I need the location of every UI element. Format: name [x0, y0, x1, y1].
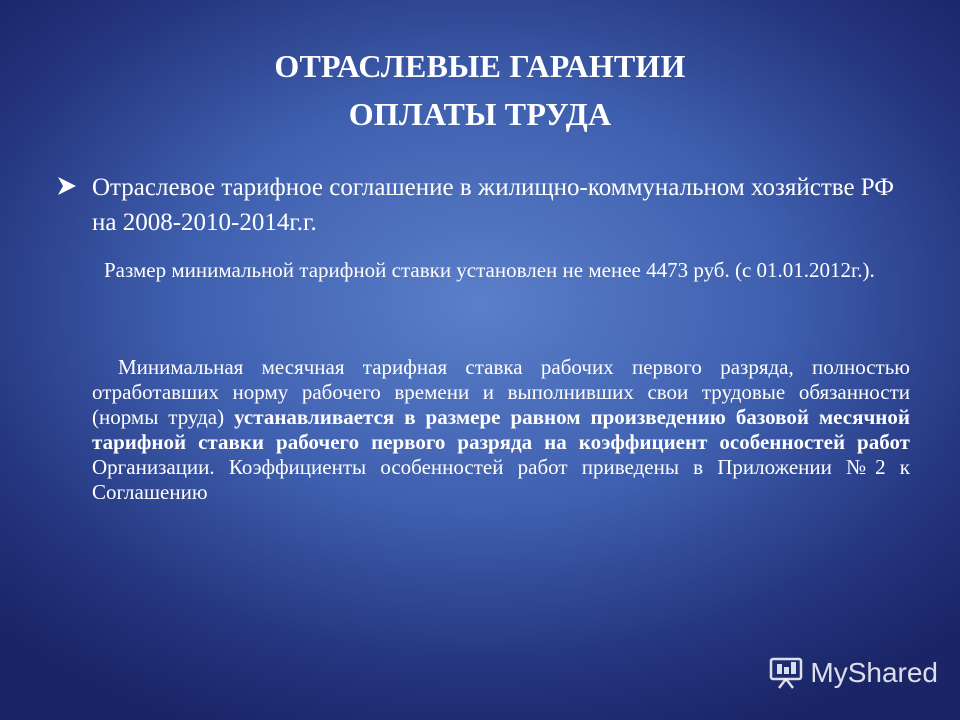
bullet-item [56, 170, 916, 240]
rate-description-paragraph [92, 355, 910, 505]
min-rate-text: Размер минимальной тарифной ставки установлен не менее 4473 руб. (с 01.01.2012г.). [104, 258, 875, 282]
watermark-logo [768, 656, 938, 690]
watermark-text: MyShared [810, 657, 938, 688]
para2-start: Минимальная месячная тарифная ставка рабочих первого разряда, полностью отработавших норму рабочего времени и выполнивших свои трудовые обязанности (нормы труда) [92, 355, 910, 429]
slide-title [0, 42, 960, 138]
arrow-bullet-icon [56, 175, 78, 197]
bullet-text: Отраслевое тарифное соглашение в жилищно-коммунальном хозяйстве РФ на 2008-2010-2014г.г. [92, 174, 895, 236]
para2-bold: устанавливается в размере равном произведению базовой месячной тарифной ставки рабочего первого разряда на коэффициент особенностей работ [92, 405, 910, 454]
title-line-2: ОПЛАТЫ ТРУДА [348, 96, 612, 132]
projector-screen-icon [768, 656, 804, 690]
min-rate-paragraph [92, 258, 912, 283]
para2-end: Организации. Коэффициенты особенностей работ приведены в Приложении №2 к Соглашению [92, 455, 910, 504]
title-line-1: ОТРАСЛЕВЫЕ ГАРАНТИИ [274, 48, 686, 84]
